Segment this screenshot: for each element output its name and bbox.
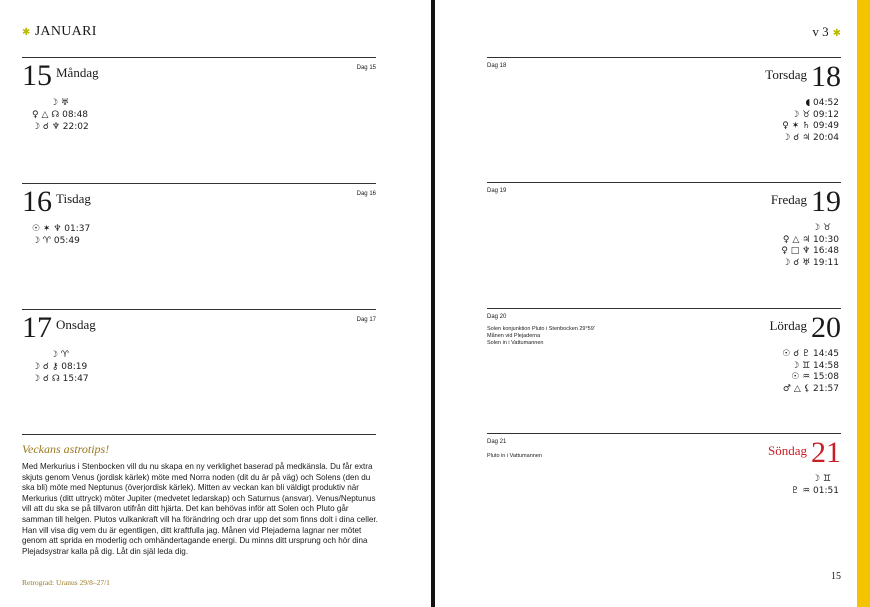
week-number: v 3: [812, 24, 829, 39]
day-block-21: [487, 433, 841, 543]
yellow-page-edge: [857, 0, 870, 607]
day-number: 15: [22, 59, 52, 92]
day-block-20: [487, 308, 841, 418]
day-number: 20: [811, 311, 841, 344]
day-name: Torsdag: [765, 67, 807, 82]
day-notes: [487, 326, 595, 347]
aspect-entry: ♀ △ ♃ 10:30: [782, 234, 839, 245]
week-header: [812, 24, 841, 40]
left-page: [0, 0, 431, 607]
day-divider: [487, 57, 841, 58]
aspect-list: [782, 98, 839, 144]
day-divider: [487, 182, 841, 183]
day-of-year: Dag 18: [487, 63, 507, 69]
aspect-entry: ♀ □ ♆ 16:48: [781, 246, 839, 256]
aspect-entry: ☽ ♈: [50, 350, 69, 360]
day-name: Söndag: [768, 443, 807, 458]
day-block-16: [22, 183, 376, 293]
aspect-entry: ♂ △ ⚸ 21:57: [782, 383, 839, 394]
page-number: 15: [831, 571, 841, 582]
aspect-entry: ☽ ☌ ☊ 15:47: [32, 374, 89, 384]
tips-divider: [22, 434, 376, 435]
aspect-entry: ☽ ♉ 09:12: [791, 109, 839, 120]
retrograde-note: Retrograd: Uranus 29/8–27/1: [22, 578, 110, 587]
day-number: 16: [22, 185, 52, 218]
day-block-18: [487, 57, 841, 167]
day-of-year: Dag 19: [487, 188, 507, 194]
aspect-entry: ☉ ☌ ♇ 14:45: [782, 349, 839, 359]
aspect-list: [32, 97, 89, 133]
aspect-entry: ☽ ♈ 05:49: [32, 236, 80, 246]
tips-title: Veckans astrotips!: [22, 442, 110, 456]
day-block-19: [487, 182, 841, 292]
day-divider: [22, 183, 376, 184]
day-of-year: Dag 20: [487, 314, 507, 320]
day-note: Solen in i Vattumannen: [487, 340, 544, 346]
tips-body: Med Merkurius i Stenbocken vill du nu skapa en ny verklighet baserad på medkänsla. Du får extra skjuts genom Venus (jordisk kärlek) möte med Norra noden (dit du är på väg) och Solens (den du ska bli) möte med Neptunus (överjordisk kärlek). Mitten av veckan kan bli väldigt produktiv när Merkurius (ditt uttryck) möter Jupiter (medvetet ledarskap) och Saturnus (ansvar). Venus/Neptunus vill att du ska se på tillvaron utifrån ditt hjärta. Det kan behövas inför att Solen och Pluto går samman till helgen. Plutos vulkankraft vill ha förändring och drar upp det som finns dolt i dina celler. Han vill visa dig vem du är egentligen, ditt kraftfulla jag. Månen vid Plejaderna lagnar ner mötet genom att sprida en moderlig och omhändertagande energi. Du minns ditt ursprung och hör dina Plejadsystrar kalla på dig. Låt din själ leda dig.: [22, 462, 378, 556]
aspect-list: [782, 349, 839, 395]
aspect-entry: ☉ ✶ ♆ 01:37: [32, 224, 91, 234]
day-number: 17: [22, 311, 52, 344]
aspect-entry: ◖ 04:52: [805, 98, 839, 108]
day-note: Månen vid Plejaderna: [487, 333, 541, 339]
day-divider: [22, 57, 376, 58]
day-of-year: Dag 16: [356, 191, 376, 197]
day-name: Fredag: [770, 192, 807, 207]
aspect-entry: ♇ ♒ 01:51: [791, 485, 839, 496]
day-number: 18: [811, 60, 841, 93]
day-divider: [487, 433, 841, 434]
day-divider: [487, 308, 841, 309]
day-name: Lördag: [769, 318, 807, 333]
aspect-entry: ♀ △ ☊ 08:48: [32, 110, 89, 120]
aspect-entry: ☽ ♊ 14:58: [791, 360, 839, 371]
aspect-entry: ☉ ♒ 15:08: [791, 372, 839, 382]
day-block-15: [22, 57, 376, 167]
aspect-list: [781, 223, 839, 269]
day-number: 19: [811, 185, 841, 218]
aspect-entry: ☽ ♅: [50, 98, 69, 108]
aspect-list: [32, 349, 89, 385]
day-block-17: [22, 309, 376, 419]
star-icon: ✱: [832, 28, 841, 39]
aspect-list: [791, 474, 839, 497]
month-header: [22, 24, 97, 40]
aspect-entry: ☽ ☌ ♆ 22:02: [32, 122, 89, 132]
day-name: Onsdag: [56, 317, 96, 332]
day-number: 21: [811, 436, 841, 469]
day-divider: [22, 309, 376, 310]
day-of-year: Dag 15: [356, 65, 376, 71]
aspect-entry: ♀ ✶ ♄ 09:49: [782, 121, 839, 131]
month-name: JANUARI: [34, 24, 97, 39]
aspect-entry: ☽ ☌ ⚷ 08:19: [32, 362, 88, 372]
day-notes: [487, 453, 542, 460]
day-name: Tisdag: [56, 191, 91, 206]
day-of-year: Dag 17: [356, 317, 376, 323]
aspect-list: [32, 223, 90, 247]
star-icon: ✱: [22, 27, 31, 38]
day-note: Solen konjunktion Pluto i Stenbocken 29°59′: [487, 326, 595, 332]
aspect-entry: ☽ ☌ ♅ 19:11: [782, 257, 839, 268]
day-note: Pluto in i Vattumannen: [487, 453, 542, 459]
aspect-entry: ☽ ♊: [812, 474, 831, 484]
right-page: [435, 0, 857, 607]
day-of-year: Dag 21: [487, 439, 507, 445]
day-name: Måndag: [56, 65, 99, 80]
aspect-entry: ☽ ♉: [812, 223, 831, 233]
aspect-entry: ☽ ☌ ♃ 20:04: [782, 132, 839, 143]
